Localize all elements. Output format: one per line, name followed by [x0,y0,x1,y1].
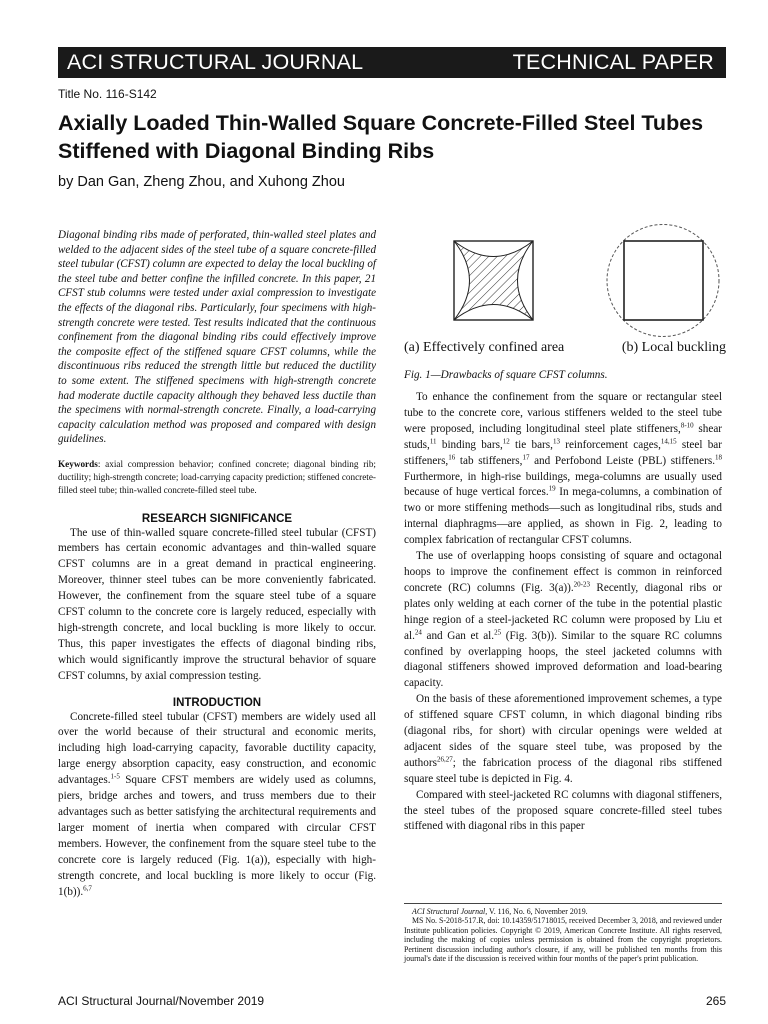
keywords [58,458,376,498]
paragraph-text: binding bars, [436,438,503,451]
citation-superscript: 24 [414,627,422,636]
paragraph-stiffeners [404,390,722,549]
figure-label-a: (a) Effectively confined area [404,340,565,355]
left-column [58,228,376,900]
paragraph-text: and Gan et al. [421,629,495,642]
figure-label-b: (b) Local buckling [621,340,726,355]
local-buckling-diagram [607,225,719,337]
citation-superscript: 17 [522,452,530,461]
keywords-text: : axial compression behavior; confined concrete; diagonal binding rib; ductility; high-strength concrete; load-carrying capacity prediction; stiffened concrete-filled steel tube; thin-walled concrete-filled steel tube. [58,458,376,496]
paragraph-text: steel bar stiffeners, [404,438,722,467]
research-significance-heading: RESEARCH SIGNIFICANCE [141,512,293,525]
figure-labels [404,340,726,356]
citation-superscript: 19 [548,484,556,493]
right-column [404,390,722,835]
keywords-label: Keywords [58,458,98,469]
intro-text-a: Concrete-filled steel tubular (CFST) members are widely used all over the world because of their structural and economic merits, including high load-carrying capacity, favorable ductility capacity, large energy absorption capacity, easy construction, and economic advantages. [58,710,376,787]
figure-caption: Fig. 1—Drawbacks of square CFST columns. [404,369,608,381]
paragraph-text: The use of overlapping hoops consisting of square and octagonal hoops to improve the confinement effect is common in reinforced concrete (RC) columns (Fig. 3(a)). [404,550,722,594]
citation-superscript: 16 [448,452,456,461]
page-footer-journal: ACI Structural Journal/November 2019 [58,994,265,1008]
footnote-citation [404,907,722,916]
citation-superscript: 14,15 [660,436,677,445]
introduction-paragraph [58,710,376,901]
paper-type: TECHNICAL PAPER [512,50,714,74]
paragraph-text: Recently, diagonal ribs or plates only welding at each corner of the tube in the potential plastic hinge region of a steel-jacketed RC column were proposed by Liu et al. [404,581,722,642]
paragraph-proposed-column [404,692,722,787]
paragraph-text: On the basis of these aforementioned improvement schemes, a type of stiffened square CFST column, in which diagonal binding ribs (diagonal ribs, for short) with circular openings were welded at adjacent sides of the square steel tube, was proposed by the authors [404,693,722,769]
journal-name: ACI STRUCTURAL JOURNAL [67,50,364,74]
introduction-heading: INTRODUCTION [172,696,262,709]
paragraph-comparison: Compared with steel-jacketed RC columns with diagonal stiffeners, the steel tubes of the proposed square concrete-filled steel tubes stiffened with diagonal ribs in this paper [404,788,722,833]
citation-superscript: 20-23 [573,580,591,589]
paragraph-text: In mega-columns, a combination of two or more stiffening methods—such as longitudinal ribs, studs and internal diaphragms—are applied, as shown in Fig. 2, leading to complex fabrication of rectangular CFST columns. [404,486,722,547]
citation-superscript: 8-10 [680,421,694,430]
paragraph-text: reinforcement cages, [559,438,661,451]
citation-superscript: 12 [502,436,510,445]
journal-banner [58,47,726,78]
citation-superscript: 25 [494,627,502,636]
title-number: Title No. 116-S142 [58,87,157,101]
citation-superscript: 11 [429,436,437,445]
citation-superscript: 1-5 [110,772,120,781]
footnote-copyright: MS No. S-2018-517.R, doi: 10.14359/51718015, received December 3, 2018, and reviewed under Institute publication policies. Copyright © 2019, American Concrete Institute. All rights reserved, including the making of copies unless permission is obtained from the copyright proprietors. Pertinent discussion including author's closure, if any, will be published ten months from this journal's date if the discussion is received within four months of the paper's print publication. [404,916,722,964]
page-number: 265 [705,994,726,1008]
journal-italic: ACI Structural Journal [412,907,486,916]
paragraph-text: To enhance the confinement from the square or rectangular steel tube to the concrete core, various stiffeners welded to the steel tube were proposed, including longitudinal steel plate stiffeners, [404,391,722,435]
citation-superscript: 13 [552,436,560,445]
paragraph-text: tie bars, [509,438,553,451]
author-line: by Dan Gan, Zheng Zhou, and Xuhong Zhou [58,174,345,190]
citation-superscript: 6,7 [83,883,92,892]
intro-text-b: Square CFST members are widely used as columns, piers, bridge arches and towers, and truss members due to their advantages such as better satisfying the architectural requirements and larger moment of inertia when compared with circular CFST members. However, the confinement from the square steel tube to the concrete core is largely reduced (Fig. 1(a)), especially with high-strength concrete, and local buckling is more likely to occur (Fig. 1(b)). [58,774,376,898]
paragraph-overlapping-hoops [404,549,722,692]
confined-area-diagram [454,241,533,320]
paragraph-text: shear studs, [404,422,723,451]
paragraph-text: (Fig. 3(b)). Similar to the square RC columns confined by overlapping hoops, the steel jacketed columns with diagonal stiffeners showed improved deformation and load-bearing capacity. [404,629,722,690]
abstract: Diagonal binding ribs made of perforated, thin-walled steel plates and welded to the adjacent sides of the steel tube of a square concrete-filled steel tubular (CFST) column are expected to delay the local buckling of the steel tube and better confine the infilled concrete. In this paper, 21 CFST stub columns were tested under axial compression to investigate the effects of the diagonal ribs. Particularly, four specimens with high-strength concrete were tested. Test results indicated that the continuous confinement from the diagonal binding ribs could effectively improve the composite effect of the stiffened square CFST columns, while the discontinuous ribs reduced the strength little but reduced the ductility to some extent. The stiffened specimens with high-strength concrete had moderate ductile capacity although they behaved less ductile than the specimens with normal-strength concrete. Finally, a load-carrying capacity calculation method was proposed and compared with design guidelines. [58,229,376,446]
volume-info: , V. 116, No. 6, November 2019. [485,907,588,916]
research-significance-text: The use of thin-walled square concrete-filled steel tubular (CFST) members has certain economic advantages and thin-walled square CFST columns are in a great demand in practical engineering. Moreover, thinner steel tubes can be more conveniently fabricated. However, the confinement from the square steel tube of a square CFST column to the concrete core is largely reduced, especially with high-strength concrete, and local buckling is more likely to occur. Thus, this paper investigates the effects of diagonal binding ribs, which would significantly improve the structural behavior of square CFST columns, by axial compression testing. [58,526,376,682]
paragraph-text: tab stiffeners, [455,454,523,467]
citation-superscript: 26,27 [436,755,453,764]
citation-superscript: 18 [715,452,722,461]
footnote [404,903,722,963]
paragraph-text: ; the fabrication process of the diagonal ribs stiffened square steel tube is depicted in Fig. 4. [404,756,722,785]
paragraph-text: and Perfobond Leiste (PBL) stiffeners. [529,454,715,467]
paper-title: Axially Loaded Thin-Walled Square Concrete-Filled Steel Tubes Stiffened with Diagonal Binding Ribs [58,111,704,163]
paragraph-text: Furthermore, in high-rise buildings, mega-columns are usually used because of huge vertical forces. [404,470,722,499]
